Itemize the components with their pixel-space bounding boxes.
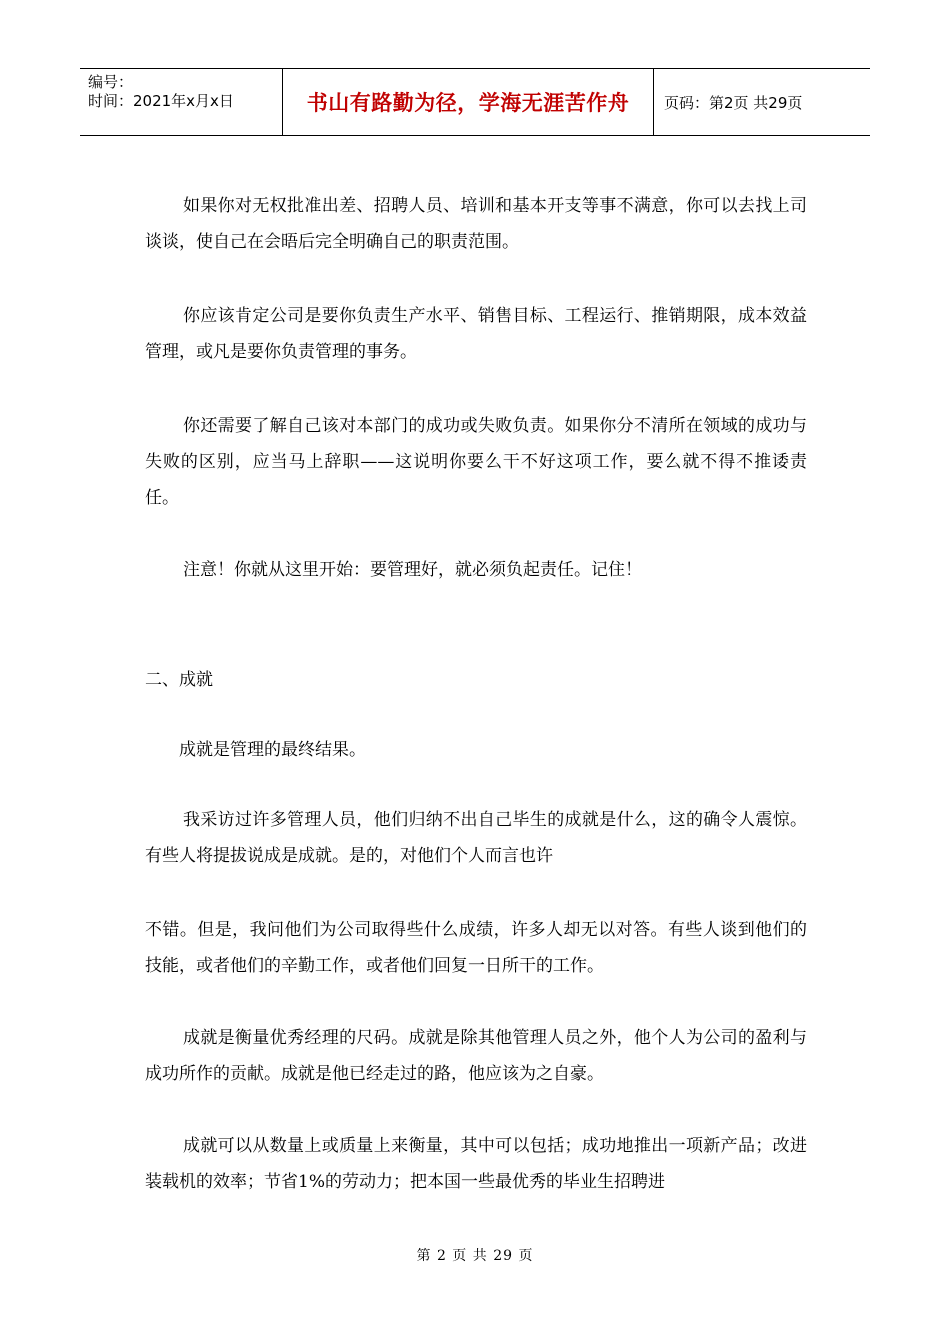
- paragraph-1: 如果你对无权批准出差、招聘人员、培训和基本开支等事不满意，你可以去找上司谈谈，使自己在会晤后完全明确自己的职责范围。: [145, 196, 807, 252]
- header-page-cell: [654, 69, 870, 135]
- paragraph-6: 我采访过许多管理人员，他们归纳不出自己毕生的成就是什么，这的确令人震惊。有些人将提拔说成是成就。是的，对他们个人而言也许: [145, 810, 807, 866]
- document-date-label: 时间：2021年x月x日: [88, 92, 234, 110]
- paragraph-3: 你还需要了解自己该对本部门的成功或失败负责。如果你分不清所在领域的成功与失败的区别，应当马上辞职——这说明你要么干不好这项工作，要么就不得不推诿责任。: [145, 416, 807, 508]
- page-footer: 第 2 页 共 29 页: [416, 1248, 534, 1264]
- paragraph-5: 成就是管理的最终结果。: [179, 740, 366, 760]
- document-number-label: 编号：: [88, 73, 134, 91]
- paragraph-7: 不错。但是，我问他们为公司取得些什么成绩，许多人却无以对答。有些人谈到他们的技能，或者他们的辛勤工作，或者他们回复一日所干的工作。: [145, 920, 807, 976]
- document-header: [80, 68, 870, 136]
- paragraph-2: 你应该肯定公司是要你负责生产水平、销售目标、工程运行、推销期限，成本效益管理，或凡是要你负责管理的事务。: [145, 306, 807, 362]
- header-motto: 书山有路勤为径，学海无涯苦作舟: [306, 91, 630, 115]
- paragraph-4: 注意！你就从这里开始：要管理好，就必须负起责任。记住！: [183, 560, 642, 580]
- paragraph-8: 成就是衡量优秀经理的尺码。成就是除其他管理人员之外，他个人为公司的盈利与成功所作的贡献。成就是他已经走过的路，他应该为之自豪。: [145, 1028, 807, 1084]
- paragraph-9: 成就可以从数量上或质量上来衡量，其中可以包括；成功地推出一项新产品；改进装载机的效率；节省1%的劳动力；把本国一些最优秀的毕业生招聘进: [145, 1136, 807, 1192]
- header-motto-cell: [282, 69, 654, 135]
- header-page-number: 页码：第2页 共29页: [664, 93, 803, 112]
- header-meta-cell: [80, 69, 282, 135]
- document-body: [145, 188, 807, 1200]
- section-heading: 二、成就: [145, 670, 213, 690]
